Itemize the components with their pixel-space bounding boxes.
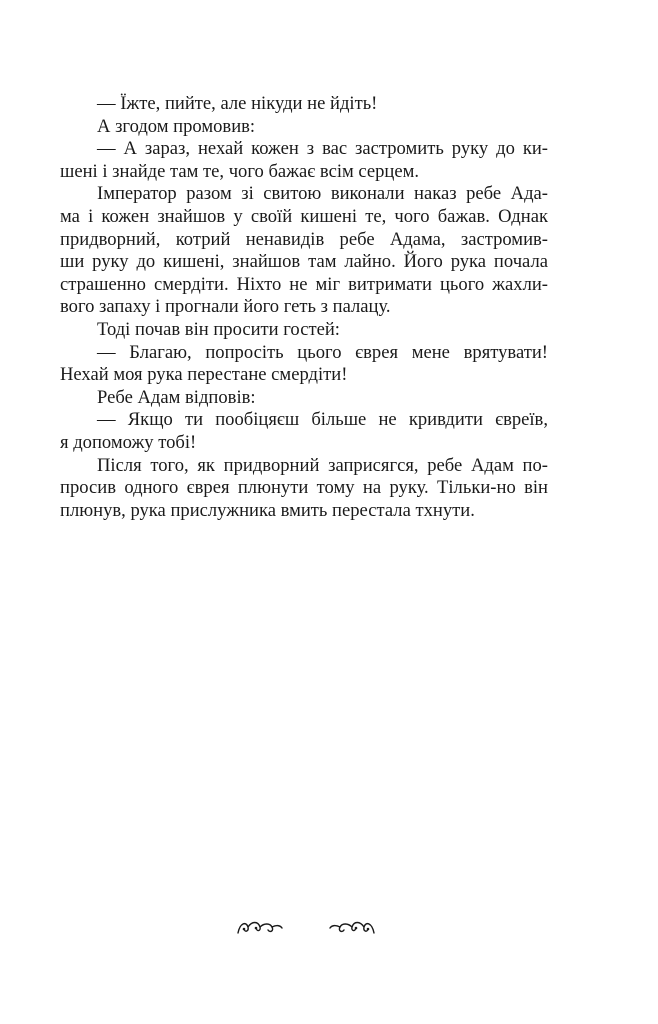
text-line: ши руку до кишені, знайшов там лайно. Його рука почала (60, 251, 548, 273)
text-line: Нехай моя рука перестане смердіти! (60, 364, 348, 386)
text-line: страшенно смердіти. Ніхто не міг витримати цього жахли- (60, 273, 548, 295)
text-line: Імператор разом зі свитою виконали наказ ребе Ада- (97, 183, 548, 205)
text-line: ма і кожен знайшов у своїй кишені те, чого бажав. Однак (60, 205, 548, 227)
text-line: просив одного єврея плюнути тому на руку. Тільки-но він (60, 477, 548, 499)
text-line: — Благаю, попросіть цього єврея мене врятувати! (97, 341, 548, 363)
text-line: — Якщо ти пообіцяєш більше не кривдити євреїв, (97, 409, 548, 431)
text-line: — Їжте, пийте, але нікуди не йдіть! (97, 93, 378, 114)
text-line: Тоді почав він просити гостей: (97, 318, 340, 340)
text-line: шені і знайде там те, чого бажає всім серцем. (60, 160, 420, 182)
decorative-flourish-icon (236, 915, 376, 939)
text-line: — А зараз, нехай кожен з вас застромить руку до ки- (97, 138, 548, 160)
text-line: придворний, котрий ненавидів ребе Адама, застромив- (60, 228, 548, 250)
text-line: плюнув, рука прислужника вмить перестала тхнути. (60, 499, 475, 521)
text-line: вого запаху і прогнали його геть з палацу. (60, 296, 391, 318)
text-line: Після того, як придворний заприсягся, ребе Адам по- (97, 454, 548, 476)
text-line: я допоможу тобі! (60, 431, 197, 453)
text-line: А згодом промовив: (97, 115, 256, 137)
text-line: Ребе Адам відповів: (97, 386, 256, 408)
body-text (60, 93, 548, 522)
